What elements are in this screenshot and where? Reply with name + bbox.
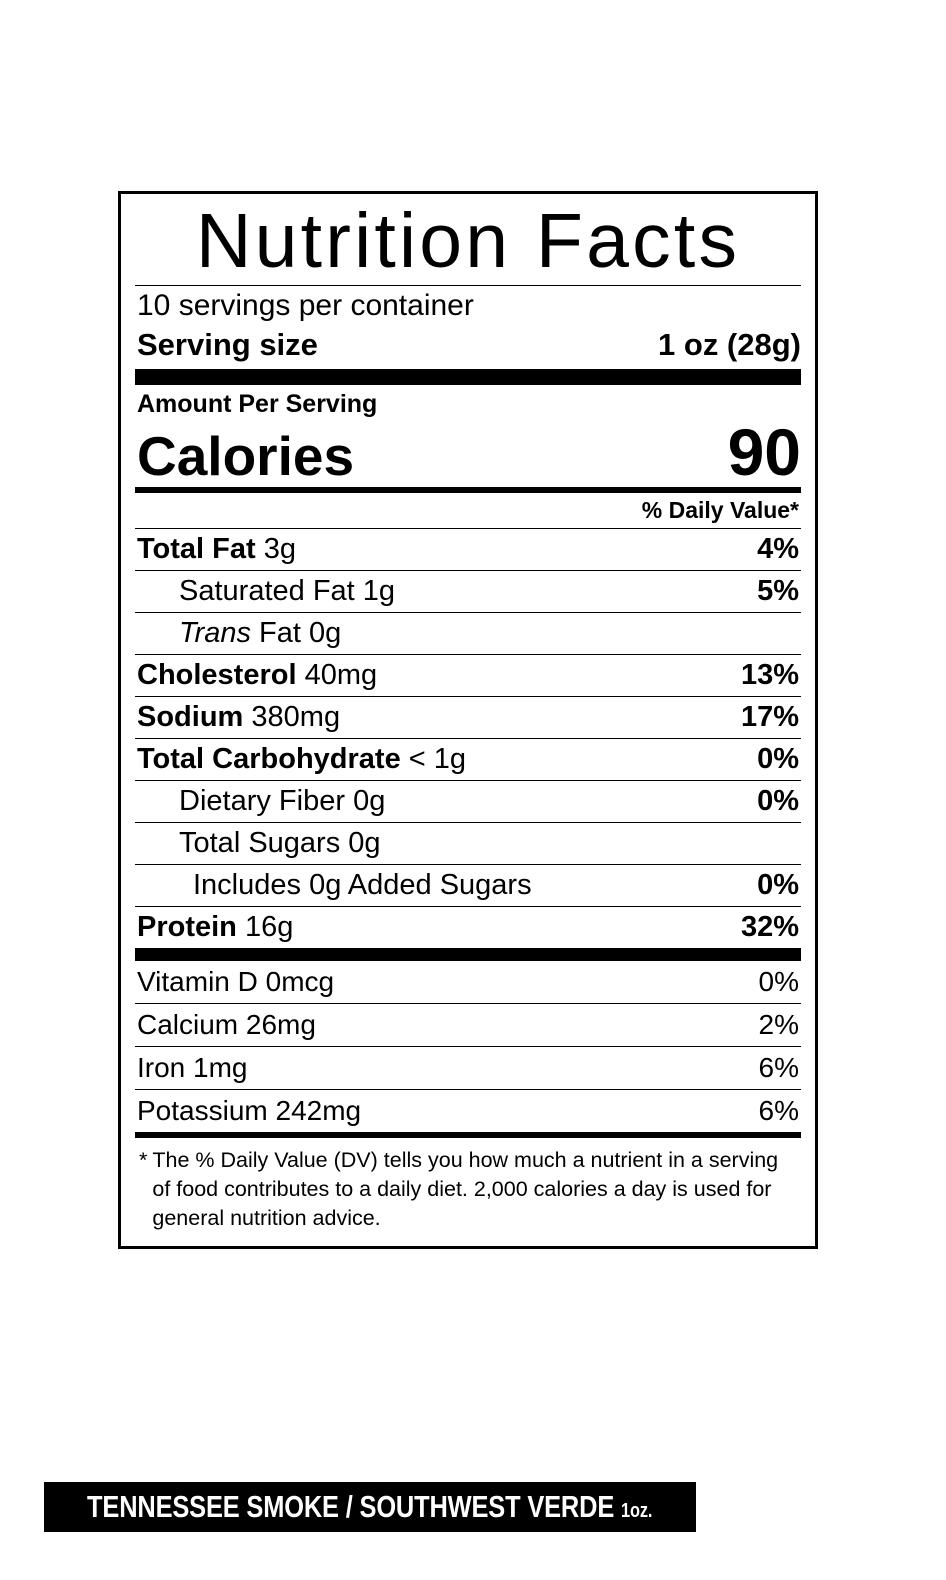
vitamin-name-potassium: Potassium 242mg (137, 1095, 362, 1127)
servings-per-container: 10 servings per container (137, 289, 474, 323)
nutrient-name-trans-fat: Trans Fat 0g (179, 617, 342, 650)
vitamin-pct-calcium: 2% (758, 1009, 799, 1041)
nutrient-name-added-sugars: Includes 0g Added Sugars (193, 869, 532, 902)
amount-per-serving-label: Amount Per Serving (137, 390, 378, 419)
nutrition-facts-label (118, 191, 818, 1249)
nutrient-name-sodium: Sodium 380mg (137, 701, 341, 734)
nutrient-row-cholesterol (135, 654, 801, 696)
vitamin-name-iron: Iron 1mg (137, 1052, 248, 1084)
nutrient-row-total-carbohydrate (135, 738, 801, 780)
calories-value: 90 (727, 415, 801, 490)
vitamin-row-iron (135, 1046, 801, 1089)
serving-size-label: Serving size (137, 327, 318, 363)
product-banner-text: TENNESSEE SMOKE / SOUTHWEST VERDE 1oz. (87, 1489, 653, 1524)
serving-size-row (135, 325, 801, 369)
vitamin-row-vitamin-d (135, 961, 801, 1003)
vitamin-pct-vitamin-d: 0% (758, 966, 799, 998)
vitamin-name-vitamin-d: Vitamin D 0mcg (137, 966, 335, 998)
nutrient-row-protein (135, 906, 801, 948)
nutrient-pct-cholesterol: 13% (740, 659, 799, 692)
nutrient-name-saturated-fat: Saturated Fat 1g (179, 575, 396, 608)
nutrient-row-sodium (135, 696, 801, 738)
nutrient-row-saturated-fat (135, 570, 801, 612)
vitamin-pct-iron: 6% (758, 1052, 799, 1084)
calories-label: Calories (137, 424, 355, 487)
nutrient-row-dietary-fiber (135, 780, 801, 822)
nutrient-name-total-sugars: Total Sugars 0g (179, 827, 381, 860)
nutrient-name-total-carbohydrate: Total Carbohydrate < 1g (137, 743, 467, 776)
nutrient-row-added-sugars (135, 864, 801, 906)
footnote-text: The % Daily Value (DV) tells you how much a nutrient in a serving of food contributes to a daily diet. 2,000 calories a day is used for general nutrition advice. (152, 1148, 779, 1231)
daily-value-footnote (135, 1138, 801, 1235)
nutrient-pct-sodium: 17% (740, 701, 799, 734)
footnote-star: * (139, 1148, 148, 1173)
daily-value-header: % Daily Value* (641, 497, 799, 524)
protein-divider-thick (135, 948, 801, 961)
vitamin-row-potassium (135, 1089, 801, 1132)
nutrient-pct-dietary-fiber: 0% (757, 785, 799, 818)
nutrient-pct-total-fat: 4% (757, 533, 799, 566)
vitamin-name-calcium: Calcium 26mg (137, 1009, 316, 1041)
nutrient-name-cholesterol: Cholesterol 40mg (137, 659, 378, 692)
nutrient-row-trans-fat (135, 612, 801, 654)
product-banner (44, 1482, 696, 1532)
serving-size-value: 1 oz (28g) (658, 327, 801, 363)
nutrient-pct-protein: 32% (740, 911, 799, 944)
vitamin-row-calcium (135, 1003, 801, 1046)
nutrient-pct-added-sugars: 0% (757, 869, 799, 902)
vitamin-pct-potassium: 6% (758, 1095, 799, 1127)
calories-row (135, 415, 801, 490)
nutrient-row-total-sugars (135, 822, 801, 864)
page-title: Nutrition Facts (195, 198, 741, 284)
nutrient-row-total-fat (135, 528, 801, 570)
nutrient-name-total-fat: Total Fat 3g (137, 533, 297, 566)
nutrient-pct-total-carbohydrate: 0% (757, 743, 799, 776)
nutrient-name-protein: Protein 16g (137, 911, 294, 944)
nutrient-pct-saturated-fat: 5% (757, 575, 799, 608)
nutrient-name-dietary-fiber: Dietary Fiber 0g (179, 785, 386, 818)
serving-divider-thick (135, 369, 801, 385)
